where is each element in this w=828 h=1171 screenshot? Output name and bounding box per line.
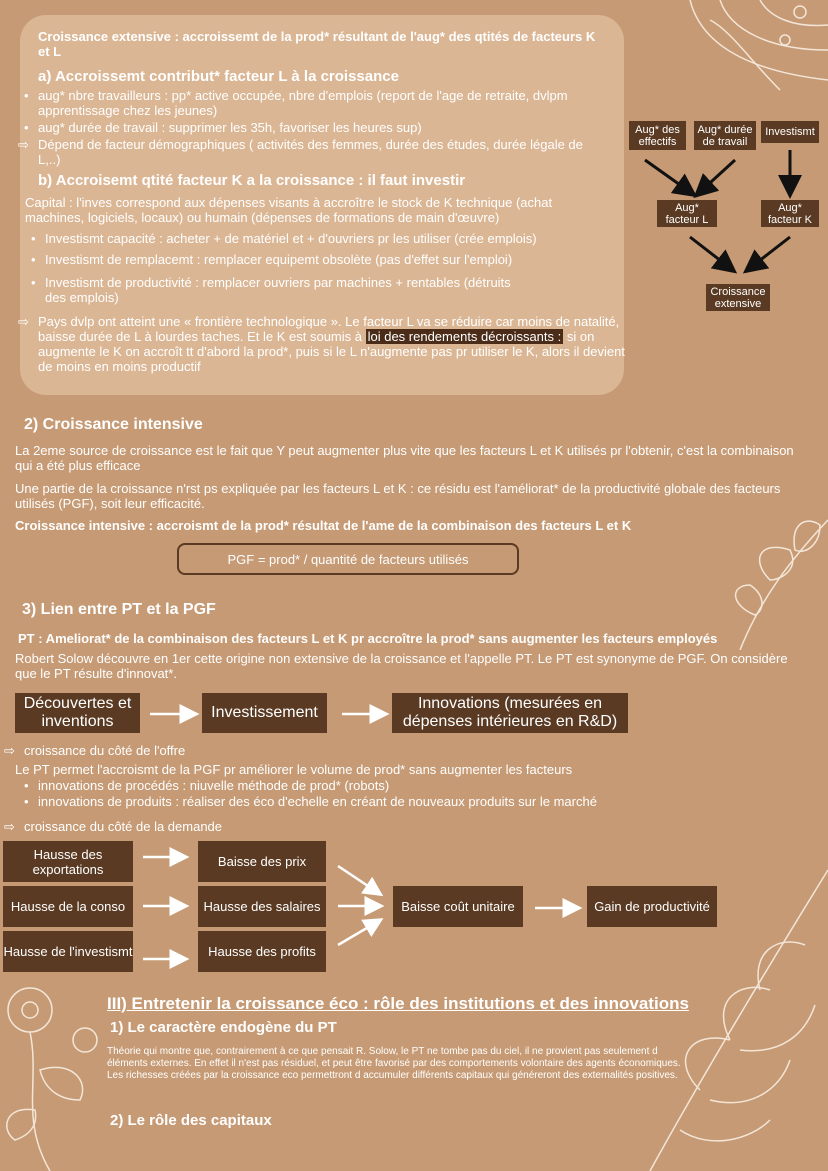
section-b-bullet: • Investismt de remplacemt : remplacer equipemt obsolète (pas d'effet sur l'emploi) bbox=[45, 252, 605, 267]
demande-box-prix: Baisse des prix bbox=[198, 841, 326, 882]
demande-box-cout-unitaire: Baisse coût unitaire bbox=[393, 886, 523, 927]
section-b-title: b) Accroisemt qtité facteur K a la croissance : il faut investir bbox=[38, 172, 466, 189]
flow-box-decouvertes: Découvertes et inventions bbox=[15, 693, 140, 733]
demande-title: ⇨ croissance du côté de la demande bbox=[24, 819, 222, 834]
demande-box-gain-productivite: Gain de productivité bbox=[587, 886, 717, 927]
demande-box-exportations: Hausse des exportations bbox=[3, 841, 133, 882]
extensive-growth-definition: Croissance extensive : accroissemt de la prod* résultant de l'aug* des qtités de facteurs K et L bbox=[38, 29, 596, 59]
section-a-bullet: • aug* durée de travail : supprimer les 35h, favoriser les heures sup) bbox=[38, 120, 598, 135]
demande-box-salaires: Hausse des salaires bbox=[198, 886, 326, 927]
diagram-box-facteur-k: Aug* facteur K bbox=[761, 200, 819, 227]
note-text: si on augmente le K on accroît tt d'abord la prod*, puis si le L n'augmente pas pr utiliser le K, alors il devient de moins en moins productif bbox=[38, 329, 625, 374]
demande-box-investismt: Hausse de l'investismt bbox=[3, 931, 133, 972]
diagram-box-duree: Aug* durée de travail bbox=[694, 121, 756, 150]
section-2-paragraph: Une partie de la croissance n'rst ps expliquée par les facteurs L et K : ce résidu est l'améliorat* de la productivité globale des facteurs utilisés (PGF), soit leur efficacité. bbox=[15, 481, 781, 511]
offre-title: ⇨ croissance du côté de l'offre bbox=[24, 743, 185, 758]
offre-text: Le PT permet l'accroismt de la PGF pr améliorer le volume de prod* sans augmenter les facteurs bbox=[15, 762, 573, 777]
flow-box-investissement: Investissement bbox=[202, 693, 327, 733]
section-3-paragraph: Robert Solow découvre en 1er cette origine non extensive de la croissance et l'appelle PT. Le PT est synonyme de PGF. On considère que le PT résulte d'innovat*. bbox=[15, 651, 788, 681]
section-2-paragraph: La 2eme source de croissance est le fait que Y peut augmenter plus vite que les facteurs L et K utilisés pr l'obtenir, c'est la combinaison qui a été plus efficace bbox=[15, 443, 794, 473]
pgf-formula: PGF = prod* / quantité de facteurs utilisés bbox=[177, 543, 519, 575]
offre-bullet: • innovations de procédés : niuvelle méthode de prod* (robots) bbox=[38, 778, 389, 793]
section-3-definition: PT : Ameliorat* de la combinaison des facteurs L et K pr accroître la prod* sans augmenter les facteurs employés bbox=[18, 631, 718, 646]
section-iii-sub1: 1) Le caractère endogène du PT bbox=[110, 1019, 337, 1036]
flow-box-innovations: Innovations (mesurées en dépenses intérieures en R&D) bbox=[392, 693, 628, 733]
note-text: Pays dvlp ont atteint une « frontière technologique ». Le facteur L va se réduire car moins de natalité, baisse durée de L à lourdes taches. Et le K est soumis à bbox=[38, 314, 620, 344]
section-a-title: a) Accroissemt contribut* facteur L à la croissance bbox=[38, 68, 399, 85]
demande-box-profits: Hausse des profits bbox=[198, 931, 326, 972]
diagram-box-facteur-l: Aug* facteur L bbox=[657, 200, 717, 227]
section-iii-sub1-text: Théorie qui montre que, contrairement à ce que pensait R. Solow, le PT ne tombe pas du ciel, il ne provient pas seulement d éléments externes. En effet il n'est pas résiduel, et peut être favorisé par des comportements volontaire des agents économiques. Les richesses créées par la croissance eco permettront d accumuler différents capitaux qui généreront des externalités positives. bbox=[107, 1046, 681, 1081]
section-a-bullet: • aug* nbre travailleurs : pp* active occupée, nbre d'emplois (report de l'age de retraite, dvlpm apprentissage chez les jeunes) bbox=[38, 88, 598, 118]
diagram-box-croissance-extensive: Croissance extensive bbox=[706, 284, 770, 311]
offre-bullet: • innovations de produits : réaliser des éco d'echelle en créant de nouveaux produits sur le marché bbox=[38, 794, 597, 809]
demande-box-conso: Hausse de la conso bbox=[3, 886, 133, 927]
section-2-title: 2) Croissance intensive bbox=[24, 416, 203, 433]
section-2-definition: Croissance intensive : accroismt de la prod* résultat de l'ame de la combinaison des facteurs L et K bbox=[15, 518, 632, 533]
section-b-bullet: • Investismt de productivité : remplacer ouvriers par machines + rentables (détruits des emplois) bbox=[45, 275, 525, 305]
section-iii-title: III) Entretenir la croissance éco : rôle des institutions et des innovations bbox=[107, 994, 689, 1013]
section-a-note: ⇨ Dépend de facteur démographiques ( activités des femmes, durée des études, durée légale de L,..) bbox=[38, 137, 598, 167]
diagram-box-effectifs: Aug* des effectifs bbox=[629, 121, 686, 150]
highlighted-law: loi des rendements décroissants : bbox=[367, 329, 562, 344]
diagram-box-investismt: Investismt bbox=[761, 121, 819, 143]
section-iii-sub2: 2) Le rôle des capitaux bbox=[110, 1112, 272, 1129]
section-3-title: 3) Lien entre PT et la PGF bbox=[22, 601, 216, 618]
section-b-bullet: • Investismt capacité : acheter + de matériel et + d'ouvriers pr les utiliser (crée emplois) bbox=[45, 231, 605, 246]
section-b-intro: Capital : l'inves correspond aux dépenses visants à accroître le stock de K technique (achat machines, logiciels, locaux) ou humain (dépenses de formations de main d'œuvre) bbox=[25, 195, 553, 225]
